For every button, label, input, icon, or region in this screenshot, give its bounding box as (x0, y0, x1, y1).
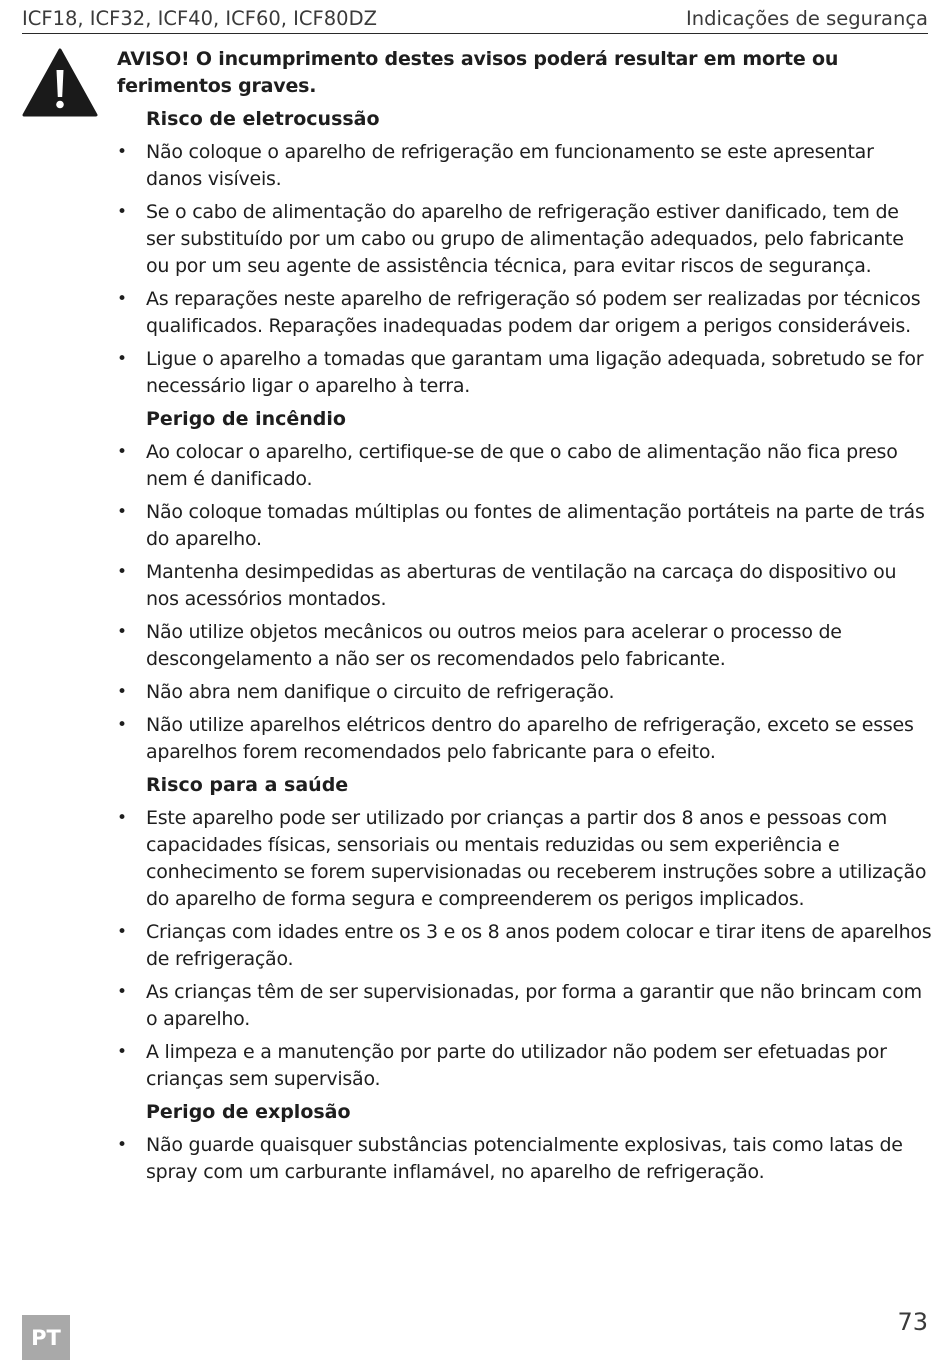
list-item: • Não utilize aparelhos elétricos dentro do aparelho de refrigeração, exceto se esses aparelhos forem recomendados pelo fabricante para o efeito. (146, 712, 932, 766)
bullet-list (146, 805, 932, 1093)
list-item: • A limpeza e a manutenção por parte do utilizador não podem ser efetuadas por crianças sem supervisão. (146, 1039, 932, 1093)
warning-title: AVISO! O incumprimento destes avisos poderá resultar em morte ou ferimentos graves. (117, 48, 839, 97)
list-item: • As crianças têm de ser supervisionadas, por forma a garantir que não brincam com o aparelho. (146, 979, 932, 1033)
list-item: • As reparações neste aparelho de refrigeração só podem ser realizadas por técnicos qualificados. Reparações inadequadas podem dar origem a perigos consideráveis. (146, 286, 932, 340)
bullet-list (146, 139, 932, 400)
section-fire-hazard (146, 406, 932, 766)
list-item: • Não utilize objetos mecânicos ou outros meios para acelerar o processo de descongelamento a não ser os recomendados pelo fabricante. (146, 619, 932, 673)
bullet-list (146, 1132, 932, 1186)
header-models: ICF18, ICF32, ICF40, ICF60, ICF80DZ (22, 7, 377, 30)
list-item: • Não abra nem danifique o circuito de refrigeração. (146, 679, 932, 706)
section-heading: Risco para a saúde (146, 774, 349, 796)
header-section-title: Indicações de segurança (685, 7, 928, 30)
list-item: • Se o cabo de alimentação do aparelho de refrigeração estiver danificado, tem de ser substituído por um cabo ou grupo de alimentação adequados, pelo fabricante ou por um seu agente de assistência técnica, para evitar riscos de segurança. (146, 199, 932, 280)
list-item: • Ligue o aparelho a tomadas que garantam uma ligação adequada, sobretudo se for necessário ligar o aparelho à terra. (146, 346, 932, 400)
list-item: • Crianças com idades entre os 3 e os 8 anos podem colocar e tirar itens de aparelhos de refrigeração. (146, 919, 932, 973)
list-item: • Não coloque tomadas múltiplas ou fontes de alimentação portáteis na parte de trás do aparelho. (146, 499, 932, 553)
list-item: • Mantenha desimpedidas as aberturas de ventilação na carcaça do dispositivo ou nos acessórios montados. (146, 559, 932, 613)
language-badge: PT (22, 1315, 70, 1360)
list-item: • Ao colocar o aparelho, certifique-se de que o cabo de alimentação não fica preso nem é danificado. (146, 439, 932, 493)
section-heading: Perigo de incêndio (146, 408, 346, 430)
section-health-risk (146, 772, 932, 1093)
list-item: • Não guarde quaisquer substâncias potencialmente explosivas, tais como latas de spray com um carburante inflamável, no aparelho de refrigeração. (146, 1132, 932, 1186)
list-item: • Este aparelho pode ser utilizado por crianças a partir dos 8 anos e pessoas com capacidades físicas, sensoriais ou mentais reduzidas ou sem experiência e conhecimento se forem supervisionadas ou receberem instruções sobre a utilização do aparelho de forma segura e compreenderem os perigos implicados. (146, 805, 932, 913)
list-item: • Não coloque o aparelho de refrigeração em funcionamento se este apresentar danos visíveis. (146, 139, 932, 193)
section-explosion-hazard (146, 1099, 932, 1186)
page-header (22, 6, 928, 34)
warning-triangle-icon (22, 48, 98, 118)
bullet-list (146, 439, 932, 766)
page-number: 73 (897, 1308, 928, 1336)
section-electrocution (146, 106, 932, 400)
section-heading: Risco de eletrocussão (146, 108, 380, 130)
section-heading: Perigo de explosão (146, 1101, 351, 1123)
safety-content (117, 46, 932, 1192)
